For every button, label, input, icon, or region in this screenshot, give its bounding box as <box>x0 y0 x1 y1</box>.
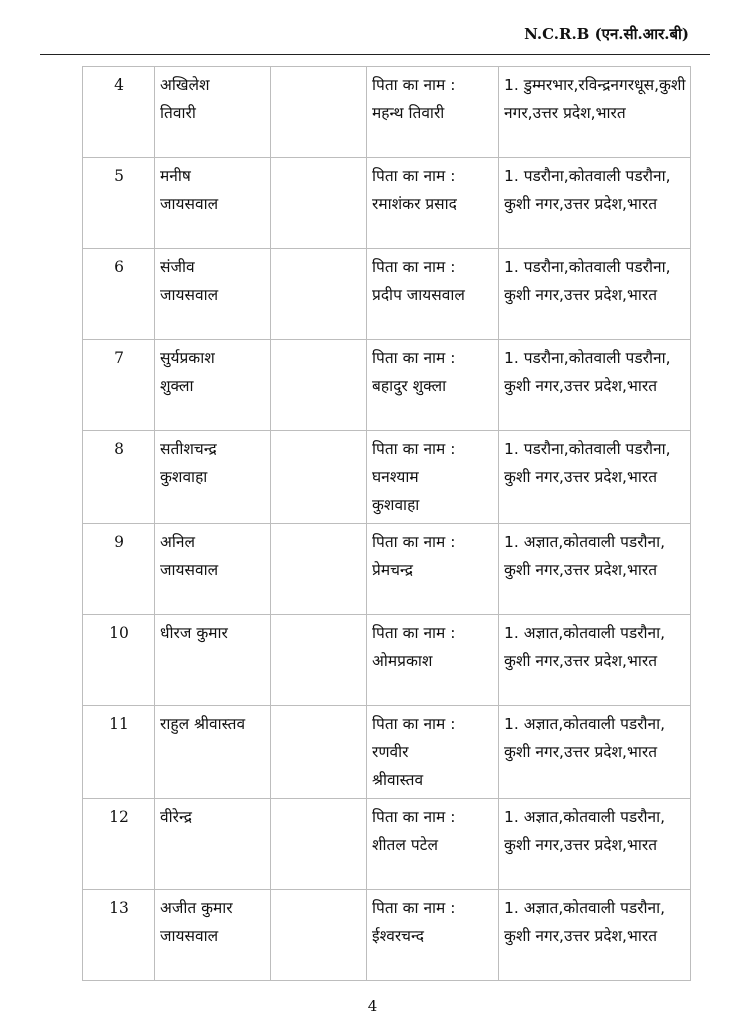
father-name-line: प्रेमचन्द्र <box>372 561 413 579</box>
person-name-line: कुशवाहा <box>160 468 208 486</box>
person-name-line: जायसवाल <box>160 927 219 945</box>
serial-number-cell: 10 <box>83 615 155 706</box>
empty-cell <box>271 158 367 249</box>
serial-number-cell: 6 <box>83 249 155 340</box>
person-name-line: अजीत कुमार <box>160 899 233 917</box>
person-name-cell <box>155 615 271 706</box>
document-header: N.C.R.B (एन.सी.आर.बी) <box>524 25 689 43</box>
table-row <box>83 340 691 431</box>
father-name-line: कुशवाहा <box>372 496 420 514</box>
father-name-cell <box>367 340 499 431</box>
father-name-label: पिता का नाम : <box>372 533 456 551</box>
person-name-line: संजीव <box>160 258 195 276</box>
person-name-line: अनिल <box>160 533 195 551</box>
person-name-line: सुर्यप्रकाश <box>160 349 215 367</box>
address-cell <box>499 158 691 249</box>
empty-cell <box>271 799 367 890</box>
table-row <box>83 706 691 799</box>
father-name-label: पिता का नाम : <box>372 258 456 276</box>
table-row <box>83 524 691 615</box>
father-name-line: रमाशंकर प्रसाद <box>372 195 457 213</box>
address-cell <box>499 890 691 981</box>
father-name-cell <box>367 67 499 158</box>
table-row <box>83 890 691 981</box>
table-row <box>83 67 691 158</box>
father-name-label: पिता का नाम : <box>372 808 456 826</box>
father-name-cell <box>367 890 499 981</box>
address-text: 1. डुम्मरभार,रविन्द्रनगरधूस,कुशी नगर,उत्तर प्रदेश,भारत <box>504 76 686 122</box>
father-name-line: ओमप्रकाश <box>372 652 433 670</box>
person-name-cell <box>155 158 271 249</box>
empty-cell <box>271 615 367 706</box>
father-name-label: पिता का नाम : <box>372 624 456 642</box>
person-name-line: धीरज कुमार <box>160 624 228 642</box>
address-cell <box>499 706 691 799</box>
person-name-cell <box>155 799 271 890</box>
father-name-label: पिता का नाम : <box>372 167 456 185</box>
person-name-line: सतीशचन्द्र <box>160 440 217 458</box>
records-table-body <box>83 67 691 981</box>
address-cell <box>499 249 691 340</box>
serial-number-cell: 7 <box>83 340 155 431</box>
address-cell <box>499 524 691 615</box>
father-name-line: बहादुर शुक्ला <box>372 377 447 395</box>
person-name-cell <box>155 890 271 981</box>
father-name-line: महन्थ तिवारी <box>372 104 445 122</box>
address-cell <box>499 340 691 431</box>
address-cell <box>499 67 691 158</box>
father-name-cell <box>367 249 499 340</box>
table-row <box>83 799 691 890</box>
serial-number-cell: 4 <box>83 67 155 158</box>
father-name-label: पिता का नाम : <box>372 76 456 94</box>
serial-number-cell: 8 <box>83 431 155 524</box>
empty-cell <box>271 524 367 615</box>
father-name-label: पिता का नाम : <box>372 349 456 367</box>
address-text: 1. अज्ञात,कोतवाली पडरौना,कुशी नगर,उत्तर प्रदेश,भारत <box>504 899 666 945</box>
father-name-cell <box>367 706 499 799</box>
father-name-cell <box>367 615 499 706</box>
person-name-cell <box>155 67 271 158</box>
address-text: 1. पडरौना,कोतवाली पडरौना,कुशी नगर,उत्तर प्रदेश,भारत <box>504 167 671 213</box>
father-name-line: घनश्याम <box>372 468 419 486</box>
empty-cell <box>271 340 367 431</box>
person-name-line: राहुल श्रीवास्तव <box>160 715 246 733</box>
address-cell <box>499 615 691 706</box>
father-name-line: शीतल पटेल <box>372 836 438 854</box>
father-name-cell <box>367 799 499 890</box>
address-cell <box>499 431 691 524</box>
address-text: 1. अज्ञात,कोतवाली पडरौना,कुशी नगर,उत्तर प्रदेश,भारत <box>504 808 666 854</box>
empty-cell <box>271 67 367 158</box>
empty-cell <box>271 890 367 981</box>
address-text: 1. पडरौना,कोतवाली पडरौना,कुशी नगर,उत्तर प्रदेश,भारत <box>504 258 671 304</box>
table-row <box>83 158 691 249</box>
father-name-label: पिता का नाम : <box>372 715 456 733</box>
person-name-line: मनीष <box>160 167 191 185</box>
father-name-cell <box>367 431 499 524</box>
person-name-cell <box>155 706 271 799</box>
person-name-cell <box>155 524 271 615</box>
person-name-line: वीरेन्द्र <box>160 808 192 826</box>
person-name-line: तिवारी <box>160 104 196 122</box>
table-row <box>83 431 691 524</box>
person-name-line: जायसवाल <box>160 561 219 579</box>
father-name-label: पिता का नाम : <box>372 440 456 458</box>
father-name-label: पिता का नाम : <box>372 899 456 917</box>
father-name-line: रणवीर <box>372 743 409 761</box>
father-name-cell <box>367 158 499 249</box>
accused-records-table <box>82 66 691 981</box>
father-name-line: प्रदीप जायसवाल <box>372 286 465 304</box>
empty-cell <box>271 249 367 340</box>
person-name-line: जायसवाल <box>160 195 219 213</box>
address-text: 1. अज्ञात,कोतवाली पडरौना,कुशी नगर,उत्तर प्रदेश,भारत <box>504 533 666 579</box>
father-name-cell <box>367 524 499 615</box>
serial-number-cell: 5 <box>83 158 155 249</box>
person-name-cell <box>155 340 271 431</box>
person-name-cell <box>155 249 271 340</box>
person-name-line: शुक्ला <box>160 377 194 395</box>
page-number: 4 <box>367 997 378 1015</box>
serial-number-cell: 13 <box>83 890 155 981</box>
header-divider <box>40 54 710 55</box>
address-text: 1. अज्ञात,कोतवाली पडरौना,कुशी नगर,उत्तर प्रदेश,भारत <box>504 624 666 670</box>
serial-number-cell: 12 <box>83 799 155 890</box>
father-name-line: ईश्वरचन्द <box>372 927 425 945</box>
address-text: 1. अज्ञात,कोतवाली पडरौना,कुशी नगर,उत्तर प्रदेश,भारत <box>504 715 666 761</box>
person-name-line: अखिलेश <box>160 76 210 94</box>
person-name-cell <box>155 431 271 524</box>
empty-cell <box>271 431 367 524</box>
table-row <box>83 249 691 340</box>
father-name-line: श्रीवास्तव <box>372 771 424 789</box>
address-cell <box>499 799 691 890</box>
table-row <box>83 615 691 706</box>
person-name-line: जायसवाल <box>160 286 219 304</box>
address-text: 1. पडरौना,कोतवाली पडरौना,कुशी नगर,उत्तर प्रदेश,भारत <box>504 349 671 395</box>
serial-number-cell: 11 <box>83 706 155 799</box>
serial-number-cell: 9 <box>83 524 155 615</box>
address-text: 1. पडरौना,कोतवाली पडरौना,कुशी नगर,उत्तर प्रदेश,भारत <box>504 440 671 486</box>
empty-cell <box>271 706 367 799</box>
